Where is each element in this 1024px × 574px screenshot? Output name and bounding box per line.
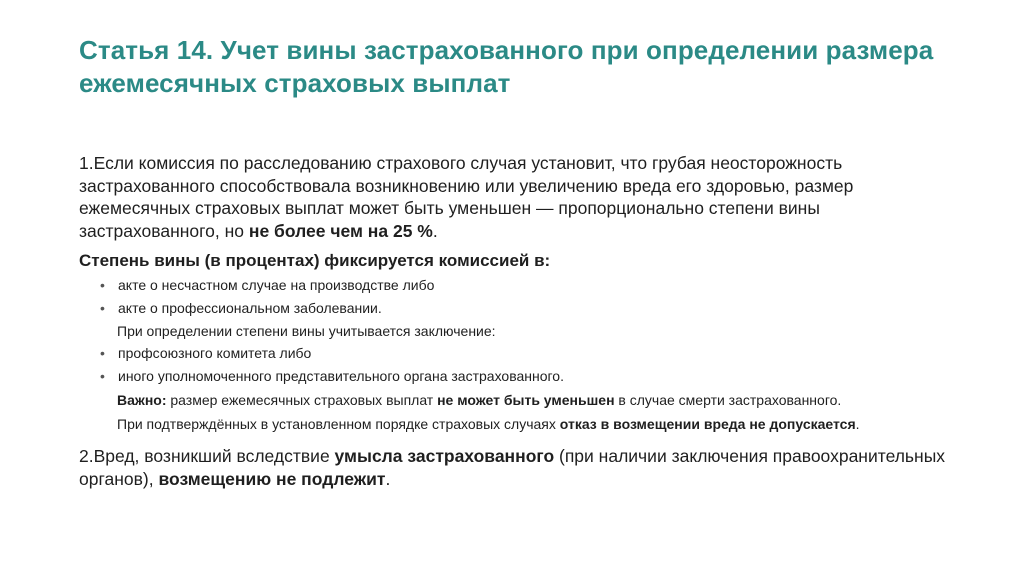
acts-list bbox=[79, 276, 959, 317]
important-note bbox=[117, 391, 959, 409]
paragraph-2-end: . bbox=[385, 468, 391, 489]
paragraph-2-bold-1: умысла застрахованного bbox=[334, 446, 555, 466]
confirmed-end: . bbox=[855, 416, 860, 432]
paragraph-1-bold: не более чем на 25 % bbox=[248, 220, 433, 241]
confirmed-cases-note bbox=[117, 415, 959, 433]
list-item: • акте о несчастном случае на производстве либо bbox=[100, 276, 959, 294]
paragraph-1 bbox=[79, 152, 959, 242]
important-text-1: размер ежемесячных страховых выплат bbox=[166, 392, 438, 408]
paragraph-2 bbox=[79, 445, 959, 490]
paragraph-2-text-1: 2.Вред, возникший вследствие bbox=[79, 446, 335, 466]
paragraph-2-bold-2: возмещению не подлежит bbox=[158, 468, 386, 489]
list-item: • акте о профессиональном заболевании. bbox=[100, 299, 959, 317]
conclusion-intro: При определении степени вины учитывается заключение: bbox=[117, 323, 496, 339]
important-label: Важно: bbox=[117, 392, 167, 408]
guilt-degree-heading: Степень вины (в процентах) фиксируется комиссией в: bbox=[79, 251, 551, 270]
confirmed-text: При подтверждённых в установленном порядке страховых случаях bbox=[117, 416, 560, 432]
paragraph-2-text-2: (при наличии заключения правоохранительных органов), bbox=[79, 446, 946, 489]
list-item: • профсоюзного комитета либо bbox=[100, 344, 959, 362]
list-item: • иного уполномоченного представительного органа застрахованного. bbox=[100, 367, 959, 385]
paragraph-1-end: . bbox=[432, 220, 438, 241]
conclusion-list bbox=[79, 344, 959, 385]
confirmed-bold: отказ в возмещении вреда не допускается bbox=[559, 416, 856, 432]
slide-title: Статья 14. Учет вины застрахованного при определении размера ежемесячных страховых выплат bbox=[79, 35, 934, 98]
important-bold: не может быть уменьшен bbox=[437, 392, 615, 408]
slide-body bbox=[79, 152, 959, 490]
paragraph-1-text: 1.Если комиссия по расследованию страхового случая установит, что грубая неосторожность застрахованного способствовала возникновению или увеличению вреда его здоровью, размер ежемесячных страховых выплат может быть уменьшен — пропорционально степени вины застрахованного, но bbox=[79, 153, 854, 241]
important-text-2: в случае смерти застрахованного. bbox=[614, 392, 842, 408]
